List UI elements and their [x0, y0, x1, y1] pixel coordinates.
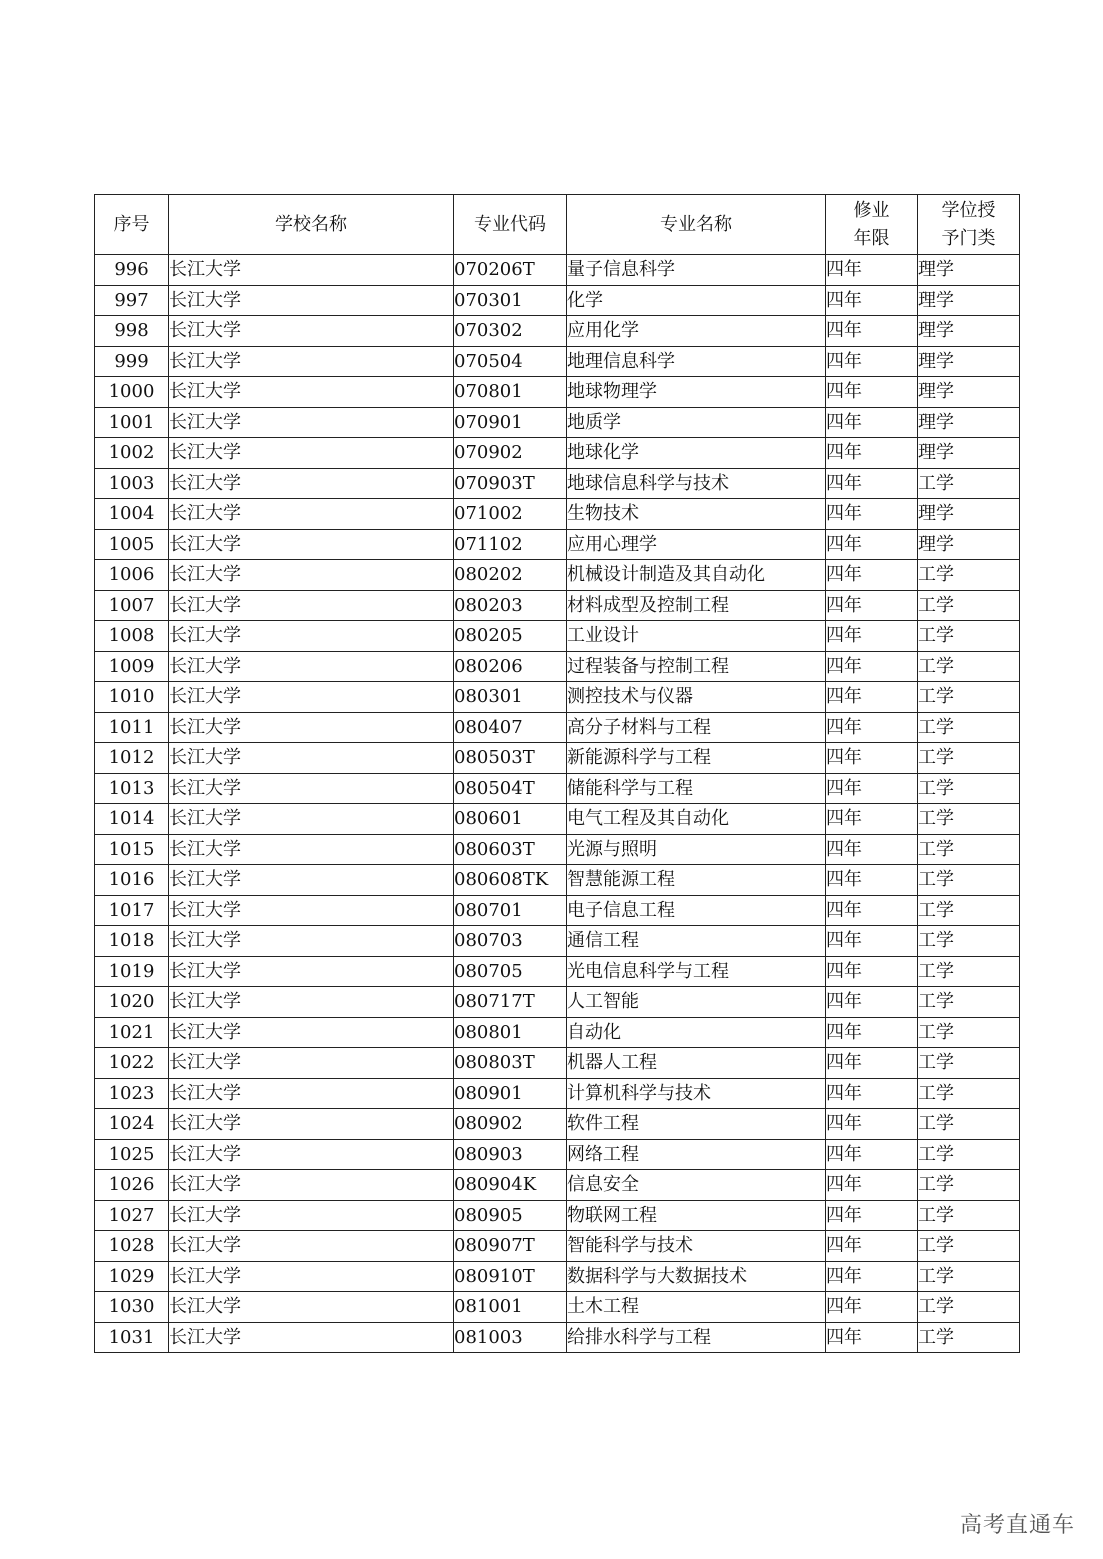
cell-seq: 1000: [95, 377, 169, 408]
cell-seq: 1018: [95, 926, 169, 957]
cell-major: 应用心理学: [567, 529, 826, 560]
cell-degree: 工学: [918, 590, 1020, 621]
cell-code: 080903: [454, 1139, 567, 1170]
cell-code: 081003: [454, 1322, 567, 1353]
cell-code: 080717T: [454, 987, 567, 1018]
cell-major: 储能科学与工程: [567, 773, 826, 804]
cell-degree: 工学: [918, 743, 1020, 774]
cell-degree: 工学: [918, 773, 1020, 804]
table-row: [95, 1017, 1020, 1048]
cell-duration: 四年: [826, 346, 918, 377]
cell-school: 长江大学: [169, 468, 454, 499]
cell-code: 080407: [454, 712, 567, 743]
cell-seq: 1007: [95, 590, 169, 621]
majors-table: [94, 194, 1020, 1353]
cell-duration: 四年: [826, 743, 918, 774]
cell-seq: 1009: [95, 651, 169, 682]
cell-code: 080901: [454, 1078, 567, 1109]
cell-school: 长江大学: [169, 255, 454, 286]
cell-duration: 四年: [826, 1048, 918, 1079]
cell-major: 工业设计: [567, 621, 826, 652]
cell-major: 机器人工程: [567, 1048, 826, 1079]
cell-school: 长江大学: [169, 1109, 454, 1140]
cell-code: 080206: [454, 651, 567, 682]
watermark: 高考直通车: [959, 1513, 1075, 1538]
cell-code: 080608TK: [454, 865, 567, 896]
cell-degree: 工学: [918, 1292, 1020, 1323]
cell-major: 土木工程: [567, 1292, 826, 1323]
cell-code: 071002: [454, 499, 567, 530]
cell-duration: 四年: [826, 865, 918, 896]
cell-major: 地质学: [567, 407, 826, 438]
cell-degree: 工学: [918, 1109, 1020, 1140]
table-row: [95, 438, 1020, 469]
cell-code: 080202: [454, 560, 567, 591]
cell-major: 物联网工程: [567, 1200, 826, 1231]
cell-major: 地球化学: [567, 438, 826, 469]
cell-degree: 工学: [918, 1170, 1020, 1201]
cell-duration: 四年: [826, 804, 918, 835]
cell-duration: 四年: [826, 773, 918, 804]
cell-seq: 1001: [95, 407, 169, 438]
cell-duration: 四年: [826, 1200, 918, 1231]
cell-duration: 四年: [826, 529, 918, 560]
table-row: [95, 895, 1020, 926]
header-school: 学校名称: [169, 195, 454, 255]
cell-duration: 四年: [826, 621, 918, 652]
cell-code: 080904K: [454, 1170, 567, 1201]
table-row: [95, 712, 1020, 743]
cell-major: 化学: [567, 285, 826, 316]
cell-major: 网络工程: [567, 1139, 826, 1170]
table-body: [95, 255, 1020, 1353]
cell-seq: 1006: [95, 560, 169, 591]
cell-school: 长江大学: [169, 316, 454, 347]
cell-school: 长江大学: [169, 956, 454, 987]
cell-school: 长江大学: [169, 529, 454, 560]
table-row: [95, 926, 1020, 957]
cell-degree: 理学: [918, 346, 1020, 377]
cell-duration: 四年: [826, 1322, 918, 1353]
cell-code: 080902: [454, 1109, 567, 1140]
table-row: [95, 499, 1020, 530]
cell-seq: 1027: [95, 1200, 169, 1231]
table-row: [95, 316, 1020, 347]
cell-seq: 1026: [95, 1170, 169, 1201]
cell-degree: 工学: [918, 1231, 1020, 1262]
cell-seq: 1025: [95, 1139, 169, 1170]
cell-major: 人工智能: [567, 987, 826, 1018]
cell-code: 080301: [454, 682, 567, 713]
cell-code: 070302: [454, 316, 567, 347]
cell-seq: 1016: [95, 865, 169, 896]
cell-duration: 四年: [826, 651, 918, 682]
cell-major: 生物技术: [567, 499, 826, 530]
cell-school: 长江大学: [169, 651, 454, 682]
cell-code: 080503T: [454, 743, 567, 774]
cell-school: 长江大学: [169, 1261, 454, 1292]
cell-seq: 1031: [95, 1322, 169, 1353]
cell-school: 长江大学: [169, 1078, 454, 1109]
table-row: [95, 377, 1020, 408]
cell-degree: 理学: [918, 377, 1020, 408]
cell-school: 长江大学: [169, 895, 454, 926]
cell-degree: 工学: [918, 621, 1020, 652]
table-row: [95, 773, 1020, 804]
cell-major: 应用化学: [567, 316, 826, 347]
cell-degree: 工学: [918, 1322, 1020, 1353]
cell-degree: 理学: [918, 407, 1020, 438]
cell-degree: 工学: [918, 712, 1020, 743]
header-code: 专业代码: [454, 195, 567, 255]
cell-degree: 工学: [918, 926, 1020, 957]
cell-seq: 1014: [95, 804, 169, 835]
cell-duration: 四年: [826, 499, 918, 530]
cell-seq: 1019: [95, 956, 169, 987]
cell-major: 新能源科学与工程: [567, 743, 826, 774]
table-row: [95, 621, 1020, 652]
cell-major: 机械设计制造及其自动化: [567, 560, 826, 591]
cell-duration: 四年: [826, 1231, 918, 1262]
cell-seq: 998: [95, 316, 169, 347]
cell-seq: 1003: [95, 468, 169, 499]
cell-school: 长江大学: [169, 285, 454, 316]
table-row: [95, 1292, 1020, 1323]
cell-code: 080205: [454, 621, 567, 652]
cell-school: 长江大学: [169, 865, 454, 896]
table-row: [95, 1109, 1020, 1140]
cell-major: 过程装备与控制工程: [567, 651, 826, 682]
table-row: [95, 834, 1020, 865]
cell-duration: 四年: [826, 712, 918, 743]
table-header: [95, 195, 1020, 255]
cell-major: 光源与照明: [567, 834, 826, 865]
cell-school: 长江大学: [169, 987, 454, 1018]
cell-degree: 理学: [918, 499, 1020, 530]
cell-major: 数据科学与大数据技术: [567, 1261, 826, 1292]
cell-school: 长江大学: [169, 1139, 454, 1170]
cell-major: 电子信息工程: [567, 895, 826, 926]
cell-degree: 工学: [918, 682, 1020, 713]
cell-school: 长江大学: [169, 590, 454, 621]
cell-seq: 1005: [95, 529, 169, 560]
table-row: [95, 285, 1020, 316]
cell-duration: 四年: [826, 926, 918, 957]
cell-major: 软件工程: [567, 1109, 826, 1140]
cell-code: 080601: [454, 804, 567, 835]
cell-degree: 工学: [918, 1139, 1020, 1170]
cell-school: 长江大学: [169, 743, 454, 774]
cell-code: 071102: [454, 529, 567, 560]
cell-duration: 四年: [826, 590, 918, 621]
table-row: [95, 255, 1020, 286]
cell-duration: 四年: [826, 255, 918, 286]
cell-seq: 1030: [95, 1292, 169, 1323]
cell-major: 智能科学与技术: [567, 1231, 826, 1262]
cell-code: 080705: [454, 956, 567, 987]
cell-duration: 四年: [826, 1261, 918, 1292]
cell-school: 长江大学: [169, 1292, 454, 1323]
header-degree: 学位授 予门类: [918, 195, 1020, 255]
cell-seq: 1023: [95, 1078, 169, 1109]
cell-seq: 1017: [95, 895, 169, 926]
cell-school: 长江大学: [169, 1170, 454, 1201]
cell-code: 080801: [454, 1017, 567, 1048]
cell-duration: 四年: [826, 895, 918, 926]
cell-code: 080203: [454, 590, 567, 621]
cell-code: 070902: [454, 438, 567, 469]
cell-school: 长江大学: [169, 804, 454, 835]
cell-degree: 工学: [918, 1200, 1020, 1231]
cell-major: 通信工程: [567, 926, 826, 957]
cell-school: 长江大学: [169, 834, 454, 865]
cell-seq: 999: [95, 346, 169, 377]
table-row: [95, 468, 1020, 499]
cell-major: 智慧能源工程: [567, 865, 826, 896]
cell-degree: 工学: [918, 865, 1020, 896]
header-duration: 修业 年限: [826, 195, 918, 255]
cell-seq: 1008: [95, 621, 169, 652]
cell-code: 070903T: [454, 468, 567, 499]
cell-code: 080504T: [454, 773, 567, 804]
cell-school: 长江大学: [169, 1200, 454, 1231]
cell-major: 测控技术与仪器: [567, 682, 826, 713]
cell-school: 长江大学: [169, 712, 454, 743]
cell-school: 长江大学: [169, 560, 454, 591]
cell-degree: 理学: [918, 285, 1020, 316]
table-row: [95, 743, 1020, 774]
cell-degree: 理学: [918, 438, 1020, 469]
cell-seq: 1012: [95, 743, 169, 774]
cell-code: 080910T: [454, 1261, 567, 1292]
cell-major: 量子信息科学: [567, 255, 826, 286]
cell-school: 长江大学: [169, 1231, 454, 1262]
cell-degree: 理学: [918, 255, 1020, 286]
cell-duration: 四年: [826, 987, 918, 1018]
cell-major: 地球物理学: [567, 377, 826, 408]
cell-major: 地球信息科学与技术: [567, 468, 826, 499]
table-row: [95, 987, 1020, 1018]
cell-major: 信息安全: [567, 1170, 826, 1201]
table-row: [95, 560, 1020, 591]
table-row: [95, 865, 1020, 896]
table-row: [95, 1261, 1020, 1292]
cell-duration: 四年: [826, 1078, 918, 1109]
cell-degree: 工学: [918, 1078, 1020, 1109]
cell-school: 长江大学: [169, 377, 454, 408]
table-row: [95, 1170, 1020, 1201]
cell-duration: 四年: [826, 468, 918, 499]
cell-school: 长江大学: [169, 1048, 454, 1079]
cell-major: 光电信息科学与工程: [567, 956, 826, 987]
cell-code: 070206T: [454, 255, 567, 286]
cell-seq: 1013: [95, 773, 169, 804]
cell-school: 长江大学: [169, 346, 454, 377]
table-row: [95, 651, 1020, 682]
table-row: [95, 529, 1020, 560]
cell-duration: 四年: [826, 1017, 918, 1048]
table-row: [95, 1139, 1020, 1170]
header-seq: 序号: [95, 195, 169, 255]
cell-duration: 四年: [826, 682, 918, 713]
cell-code: 070504: [454, 346, 567, 377]
cell-school: 长江大学: [169, 682, 454, 713]
cell-seq: 996: [95, 255, 169, 286]
cell-major: 自动化: [567, 1017, 826, 1048]
table-row: [95, 346, 1020, 377]
cell-seq: 1002: [95, 438, 169, 469]
cell-code: 081001: [454, 1292, 567, 1323]
cell-degree: 工学: [918, 1048, 1020, 1079]
cell-code: 070901: [454, 407, 567, 438]
table-row: [95, 1078, 1020, 1109]
cell-degree: 工学: [918, 651, 1020, 682]
table-row: [95, 1200, 1020, 1231]
cell-seq: 1022: [95, 1048, 169, 1079]
cell-seq: 1010: [95, 682, 169, 713]
cell-school: 长江大学: [169, 1322, 454, 1353]
cell-seq: 997: [95, 285, 169, 316]
cell-major: 给排水科学与工程: [567, 1322, 826, 1353]
cell-degree: 工学: [918, 468, 1020, 499]
cell-school: 长江大学: [169, 926, 454, 957]
cell-code: 070301: [454, 285, 567, 316]
cell-seq: 1004: [95, 499, 169, 530]
cell-seq: 1024: [95, 1109, 169, 1140]
cell-major: 电气工程及其自动化: [567, 804, 826, 835]
table-row: [95, 804, 1020, 835]
table-row: [95, 407, 1020, 438]
table-row: [95, 1048, 1020, 1079]
cell-degree: 工学: [918, 1261, 1020, 1292]
cell-degree: 理学: [918, 529, 1020, 560]
cell-school: 长江大学: [169, 499, 454, 530]
cell-seq: 1029: [95, 1261, 169, 1292]
cell-school: 长江大学: [169, 621, 454, 652]
cell-duration: 四年: [826, 1292, 918, 1323]
cell-seq: 1021: [95, 1017, 169, 1048]
cell-school: 长江大学: [169, 407, 454, 438]
cell-code: 080907T: [454, 1231, 567, 1262]
cell-major: 地理信息科学: [567, 346, 826, 377]
cell-major: 高分子材料与工程: [567, 712, 826, 743]
cell-major: 材料成型及控制工程: [567, 590, 826, 621]
cell-degree: 工学: [918, 834, 1020, 865]
cell-degree: 工学: [918, 987, 1020, 1018]
cell-degree: 工学: [918, 560, 1020, 591]
cell-seq: 1015: [95, 834, 169, 865]
table-row: [95, 956, 1020, 987]
table-row: [95, 1322, 1020, 1353]
cell-seq: 1028: [95, 1231, 169, 1262]
cell-code: 080603T: [454, 834, 567, 865]
cell-duration: 四年: [826, 438, 918, 469]
table-row: [95, 682, 1020, 713]
cell-duration: 四年: [826, 834, 918, 865]
cell-degree: 工学: [918, 1017, 1020, 1048]
cell-duration: 四年: [826, 956, 918, 987]
cell-code: 080905: [454, 1200, 567, 1231]
header-major: 专业名称: [567, 195, 826, 255]
cell-duration: 四年: [826, 1109, 918, 1140]
cell-duration: 四年: [826, 407, 918, 438]
cell-duration: 四年: [826, 285, 918, 316]
cell-school: 长江大学: [169, 1017, 454, 1048]
cell-degree: 工学: [918, 804, 1020, 835]
cell-school: 长江大学: [169, 773, 454, 804]
cell-seq: 1011: [95, 712, 169, 743]
cell-code: 080803T: [454, 1048, 567, 1079]
cell-duration: 四年: [826, 560, 918, 591]
cell-major: 计算机科学与技术: [567, 1078, 826, 1109]
cell-degree: 工学: [918, 956, 1020, 987]
cell-duration: 四年: [826, 1170, 918, 1201]
cell-seq: 1020: [95, 987, 169, 1018]
table-row: [95, 1231, 1020, 1262]
cell-duration: 四年: [826, 1139, 918, 1170]
cell-code: 080703: [454, 926, 567, 957]
cell-school: 长江大学: [169, 438, 454, 469]
cell-code: 080701: [454, 895, 567, 926]
table-row: [95, 590, 1020, 621]
header-row: [95, 195, 1020, 255]
cell-duration: 四年: [826, 316, 918, 347]
cell-degree: 理学: [918, 316, 1020, 347]
cell-degree: 工学: [918, 895, 1020, 926]
cell-duration: 四年: [826, 377, 918, 408]
cell-code: 070801: [454, 377, 567, 408]
